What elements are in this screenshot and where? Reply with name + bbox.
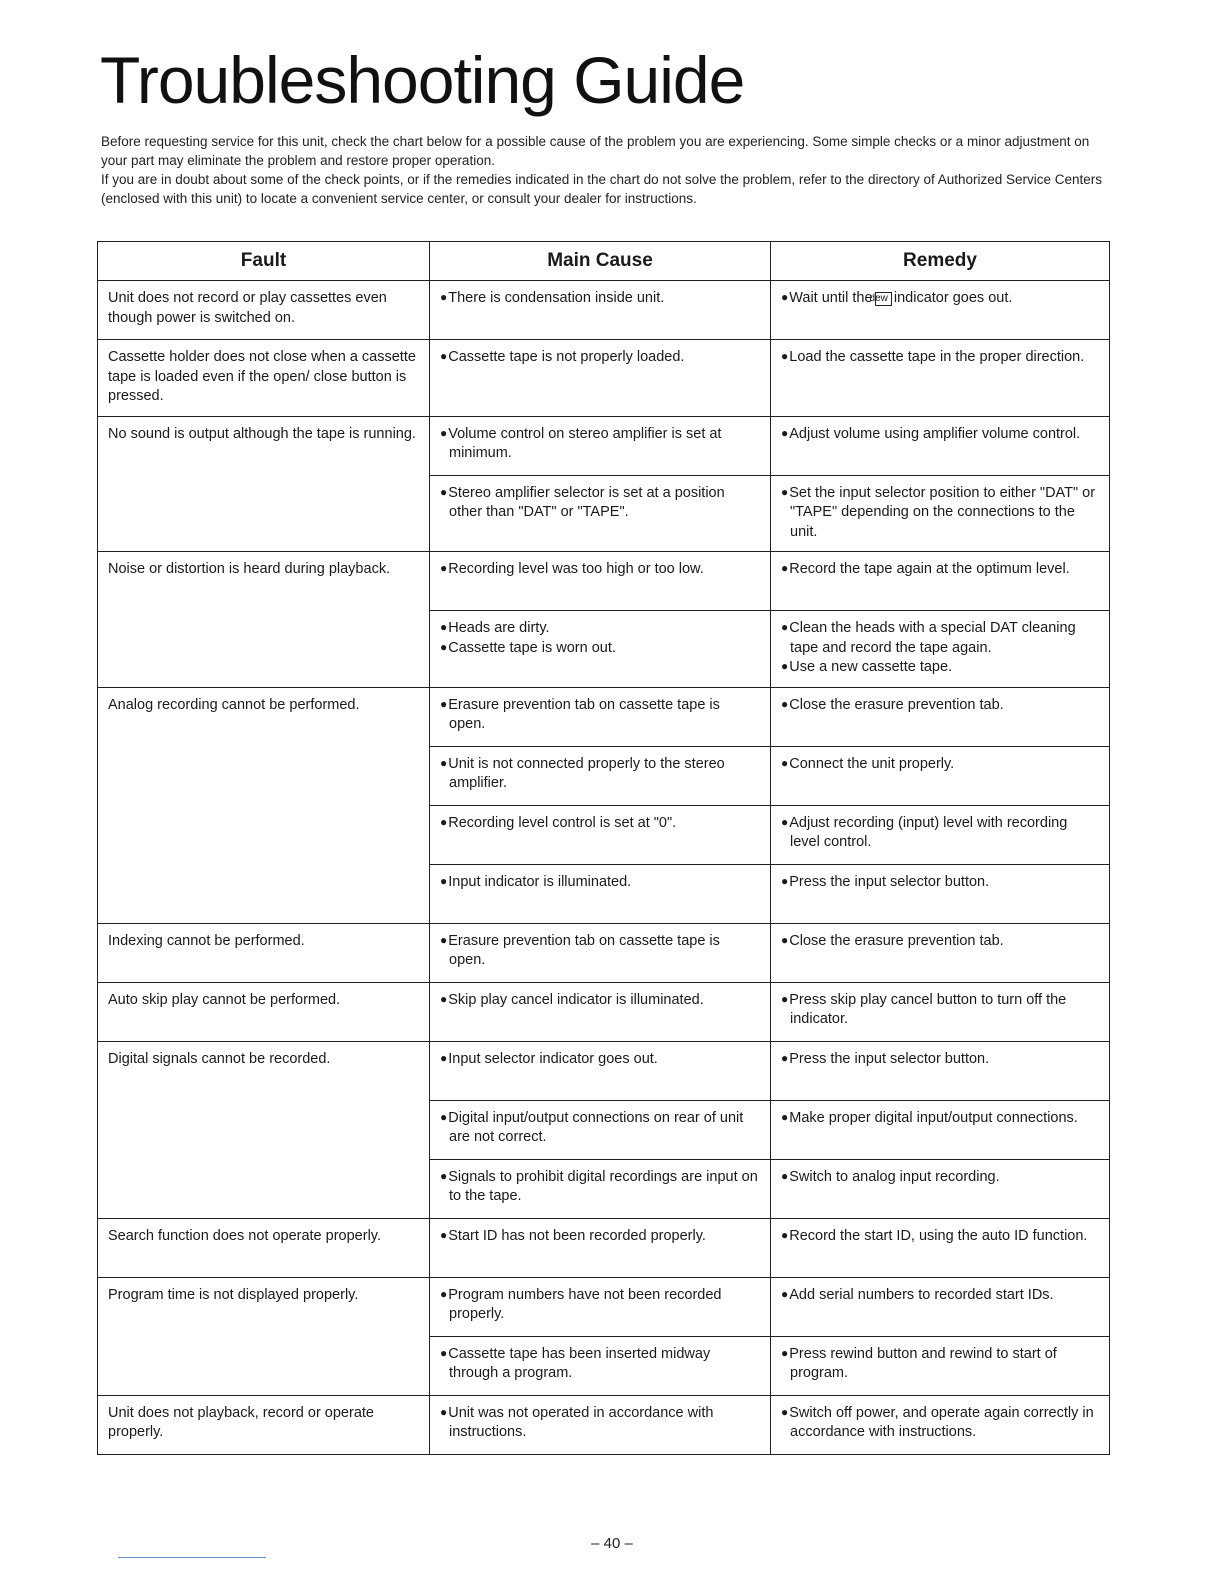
bullet-dot-icon: ● [781,290,789,304]
bullet-dot-icon: ● [440,620,448,634]
bullet-text: Switch off power, and operate again correctly in accordance with instructions. [789,1404,1094,1440]
main-cause-cell [430,687,771,746]
bullet-dot-icon: ● [781,349,789,363]
bullet-text: Make proper digital input/output connections. [789,1109,1078,1126]
bullet-item [781,1050,1099,1070]
column-header-fault: Fault [98,242,430,281]
bullet-text: Connect the unit properly. [789,755,955,772]
bullet-dot-icon: ● [781,1286,789,1301]
bullet-dot-icon: ● [781,1050,789,1065]
bullet-text: Signals to prohibit digital recordings are input on to the tape. [448,1168,758,1204]
bullet-item [440,560,760,580]
main-cause-cell [430,1159,771,1218]
bullet-item [781,932,1099,952]
remedy-cell [771,552,1110,611]
bullet-item [440,619,760,639]
bullet-item [781,814,1099,853]
main-cause-cell [430,1041,771,1100]
intro-paragraph: If you are in doubt about some of the check points, or if the remedies indicated in the chart do not solve the problem, refer to the directory of Authorized Service Centers (enclosed with this unit) to locate a convenient service center, or consult your dealer for instructions. [101,172,1103,206]
bullet-dot-icon: ● [440,425,448,440]
bullet-text: Add serial numbers to recorded start IDs. [789,1286,1054,1303]
bullet-text: Recording level control is set at "0". [448,814,677,831]
bullet-dot-icon: ● [781,1227,789,1242]
footer-rule [118,1557,266,1558]
remedy-cell [771,1218,1110,1277]
bullet-text: Press rewind button and rewind to start of program. [789,1345,1057,1381]
column-header-main-cause: Main Cause [430,242,771,281]
bullet-item [440,484,760,523]
main-cause-cell [430,982,771,1041]
table-row [98,281,1110,340]
bullet-dot-icon: ● [781,873,789,888]
table-row [98,687,1110,746]
table-row [98,340,1110,417]
troubleshooting-table [97,241,1110,1455]
bullet-text: Erasure prevention tab on cassette tape is open. [448,696,720,732]
remedy-cell [771,1159,1110,1218]
bullet-dot-icon: ● [781,561,789,575]
main-cause-cell [430,1277,771,1336]
remedy-cell [771,281,1110,340]
remedy-cell [771,982,1110,1041]
bullet-item [440,755,760,794]
remedy-cell [771,475,1110,552]
table-row [98,416,1110,475]
main-cause-cell [430,1218,771,1277]
bullet-text: Clean the heads with a special DAT cleaning tape and record the tape again. [789,620,1076,656]
table-row [98,923,1110,982]
bullet-text: Close the erasure prevention tab. [789,932,1004,949]
remedy-cell [771,611,1110,688]
bullet-text: Switch to analog input recording. [789,1168,1000,1185]
bullet-dot-icon: ● [440,484,448,499]
bullet-item [440,1286,760,1325]
remedy-text-prefix: Wait until the [789,290,873,306]
bullet-dot-icon: ● [781,814,789,829]
bullet-text: Program numbers have not been recorded properly. [448,1286,722,1322]
bullet-item [781,425,1099,445]
bullet-dot-icon: ● [440,1286,448,1301]
main-cause-cell [430,923,771,982]
bullet-text: Erasure prevention tab on cassette tape is open. [448,932,720,968]
bullet-item [781,658,1099,678]
fault-cell: No sound is output although the tape is running. [98,416,430,552]
remedy-cell [771,340,1110,417]
bullet-item [440,1345,760,1384]
bullet-text: Set the input selector position to either "DAT" or "TAPE" depending on the connections to the unit. [789,484,1096,540]
remedy-cell [771,1041,1110,1100]
remedy-cell [771,923,1110,982]
bullet-dot-icon: ● [781,620,789,634]
bullet-item [440,1109,760,1148]
fault-cell: Cassette holder does not close when a cassette tape is loaded even if the open/ close button is pressed. [98,340,430,417]
fault-cell: Noise or distortion is heard during playback. [98,552,430,688]
bullet-dot-icon: ● [781,1404,789,1419]
remedy-cell [771,416,1110,475]
main-cause-cell [430,1336,771,1395]
table-row [98,982,1110,1041]
fault-cell: Auto skip play cannot be performed. [98,982,430,1041]
bullet-item [440,1168,760,1207]
main-cause-cell [430,552,771,611]
main-cause-cell [430,1395,771,1454]
bullet-item [781,991,1099,1030]
bullet-text: Cassette tape has been inserted midway through a program. [448,1345,711,1381]
bullet-dot-icon: ● [781,659,789,673]
page-number: – 40 – [591,1535,633,1552]
bullet-item [781,619,1099,658]
bullet-dot-icon: ● [440,1168,448,1183]
bullet-text: Input indicator is illuminated. [448,873,632,890]
bullet-dot-icon: ● [440,814,448,829]
bullet-dot-icon: ● [440,561,448,575]
fault-cell: Digital signals cannot be recorded. [98,1041,430,1218]
bullet-dot-icon: ● [781,991,789,1006]
table-row [98,552,1110,611]
fault-cell: Analog recording cannot be performed. [98,687,430,923]
bullet-text: There is condensation inside unit. [448,290,665,306]
bullet-text: Record the tape again at the optimum level. [789,561,1070,577]
remedy-cell [771,805,1110,864]
bullet-item [440,814,760,834]
bullet-dot-icon: ● [440,639,448,654]
bullet-item [781,755,1099,775]
bullet-dot-icon: ● [440,696,448,711]
bullet-item [440,873,760,893]
bullet-dot-icon: ● [440,1050,448,1065]
fault-cell: Search function does not operate properly. [98,1218,430,1277]
bullet-dot-icon: ● [440,290,448,304]
intro-paragraph: Before requesting service for this unit, check the chart below for a possible cause of the problem you are experiencing. Some simple checks or a minor adjustment on your part may eliminate the problem and restore proper operation. [101,134,1090,168]
bullet-item [440,1227,760,1247]
bullet-item [781,1404,1099,1443]
bullet-item [440,991,760,1011]
fault-cell: Program time is not displayed properly. [98,1277,430,1395]
remedy-text-suffix: indicator goes out. [893,290,1013,306]
bullet-text: Use a new cassette tape. [789,659,953,675]
bullet-dot-icon: ● [781,1109,789,1124]
bullet-text: Volume control on stereo amplifier is set at minimum. [448,425,722,461]
bullet-item [781,289,1099,309]
main-cause-cell [430,281,771,340]
bullet-dot-icon: ● [440,991,448,1006]
main-cause-cell [430,340,771,417]
bullet-item [440,1050,760,1070]
bullet-item [781,484,1099,543]
bullet-text: Input selector indicator goes out. [448,1050,658,1067]
table-row [98,1395,1110,1454]
bullet-text: Skip play cancel indicator is illuminated. [448,991,704,1008]
bullet-dot-icon: ● [440,349,448,363]
bullet-text: Heads are dirty. [448,620,550,636]
bullet-text: Load the cassette tape in the proper direction. [789,349,1085,365]
bullet-item [781,560,1099,580]
main-cause-cell [430,416,771,475]
bullet-dot-icon: ● [781,932,789,947]
main-cause-cell [430,611,771,688]
bullet-dot-icon: ● [440,932,448,947]
bullet-item [440,696,760,735]
bullet-text: Start ID has not been recorded properly. [448,1227,706,1244]
bullet-item [440,425,760,464]
bullet-text: Unit was not operated in accordance with instructions. [448,1404,714,1440]
bullet-text: Cassette tape is worn out. [448,639,616,656]
main-cause-cell [430,475,771,552]
bullet-item [781,1286,1099,1306]
bullet-text: Press the input selector button. [789,873,990,890]
remedy-cell [771,687,1110,746]
main-cause-cell [430,864,771,923]
bullet-dot-icon: ● [440,1345,448,1360]
main-cause-cell [430,805,771,864]
bullet-dot-icon: ● [781,1168,789,1183]
bullet-item [781,1168,1099,1188]
remedy-cell [771,1277,1110,1336]
bullet-item [781,1345,1099,1384]
bullet-text: Digital input/output connections on rear of unit are not correct. [448,1109,744,1145]
bullet-dot-icon: ● [781,696,789,711]
remedy-cell [771,746,1110,805]
dew-indicator-badge: dew [875,292,892,306]
main-cause-cell [430,746,771,805]
bullet-text: Close the erasure prevention tab. [789,696,1004,713]
bullet-dot-icon: ● [440,755,448,770]
bullet-item [781,696,1099,716]
intro-text [101,132,1116,208]
table-header-row [98,242,1110,281]
remedy-cell [771,1395,1110,1454]
bullet-item [781,1109,1099,1129]
fault-cell: Unit does not record or play cassettes even though power is switched on. [98,281,430,340]
bullet-item [440,639,760,659]
bullet-dot-icon: ● [781,1345,789,1360]
bullet-item [781,873,1099,893]
bullet-text: Recording level was too high or too low. [448,561,704,577]
bullet-text: Record the start ID, using the auto ID function. [789,1227,1088,1244]
bullet-dot-icon: ● [440,873,448,888]
remedy-cell [771,864,1110,923]
table-body [98,281,1110,1455]
bullet-item [781,348,1099,368]
bullet-text: Adjust volume using amplifier volume control. [789,425,1081,442]
main-cause-cell [430,1100,771,1159]
table-row [98,1041,1110,1100]
bullet-text: Adjust recording (input) level with recording level control. [789,814,1068,850]
remedy-cell [771,1100,1110,1159]
bullet-text: Unit is not connected properly to the stereo amplifier. [448,755,725,791]
bullet-item [440,932,760,971]
bullet-item [440,1404,760,1443]
bullet-dot-icon: ● [781,755,789,770]
fault-cell: Indexing cannot be performed. [98,923,430,982]
table-row [98,1277,1110,1336]
bullet-text: Press the input selector button. [789,1050,990,1067]
bullet-dot-icon: ● [781,484,789,499]
bullet-text: Stereo amplifier selector is set at a position other than "DAT" or "TAPE". [448,484,725,520]
bullet-dot-icon: ● [440,1404,448,1419]
bullet-dot-icon: ● [440,1109,448,1124]
bullet-text: Press skip play cancel button to turn off the indicator. [789,991,1067,1027]
fault-cell: Unit does not playback, record or operate properly. [98,1395,430,1454]
bullet-item [440,289,760,309]
remedy-cell [771,1336,1110,1395]
page-title: Troubleshooting Guide [100,43,745,117]
bullet-dot-icon: ● [781,425,789,440]
bullet-item [440,348,760,368]
bullet-text: Cassette tape is not properly loaded. [448,349,685,365]
table-row [98,1218,1110,1277]
bullet-item [781,1227,1099,1247]
bullet-dot-icon: ● [440,1227,448,1242]
column-header-remedy: Remedy [771,242,1110,281]
